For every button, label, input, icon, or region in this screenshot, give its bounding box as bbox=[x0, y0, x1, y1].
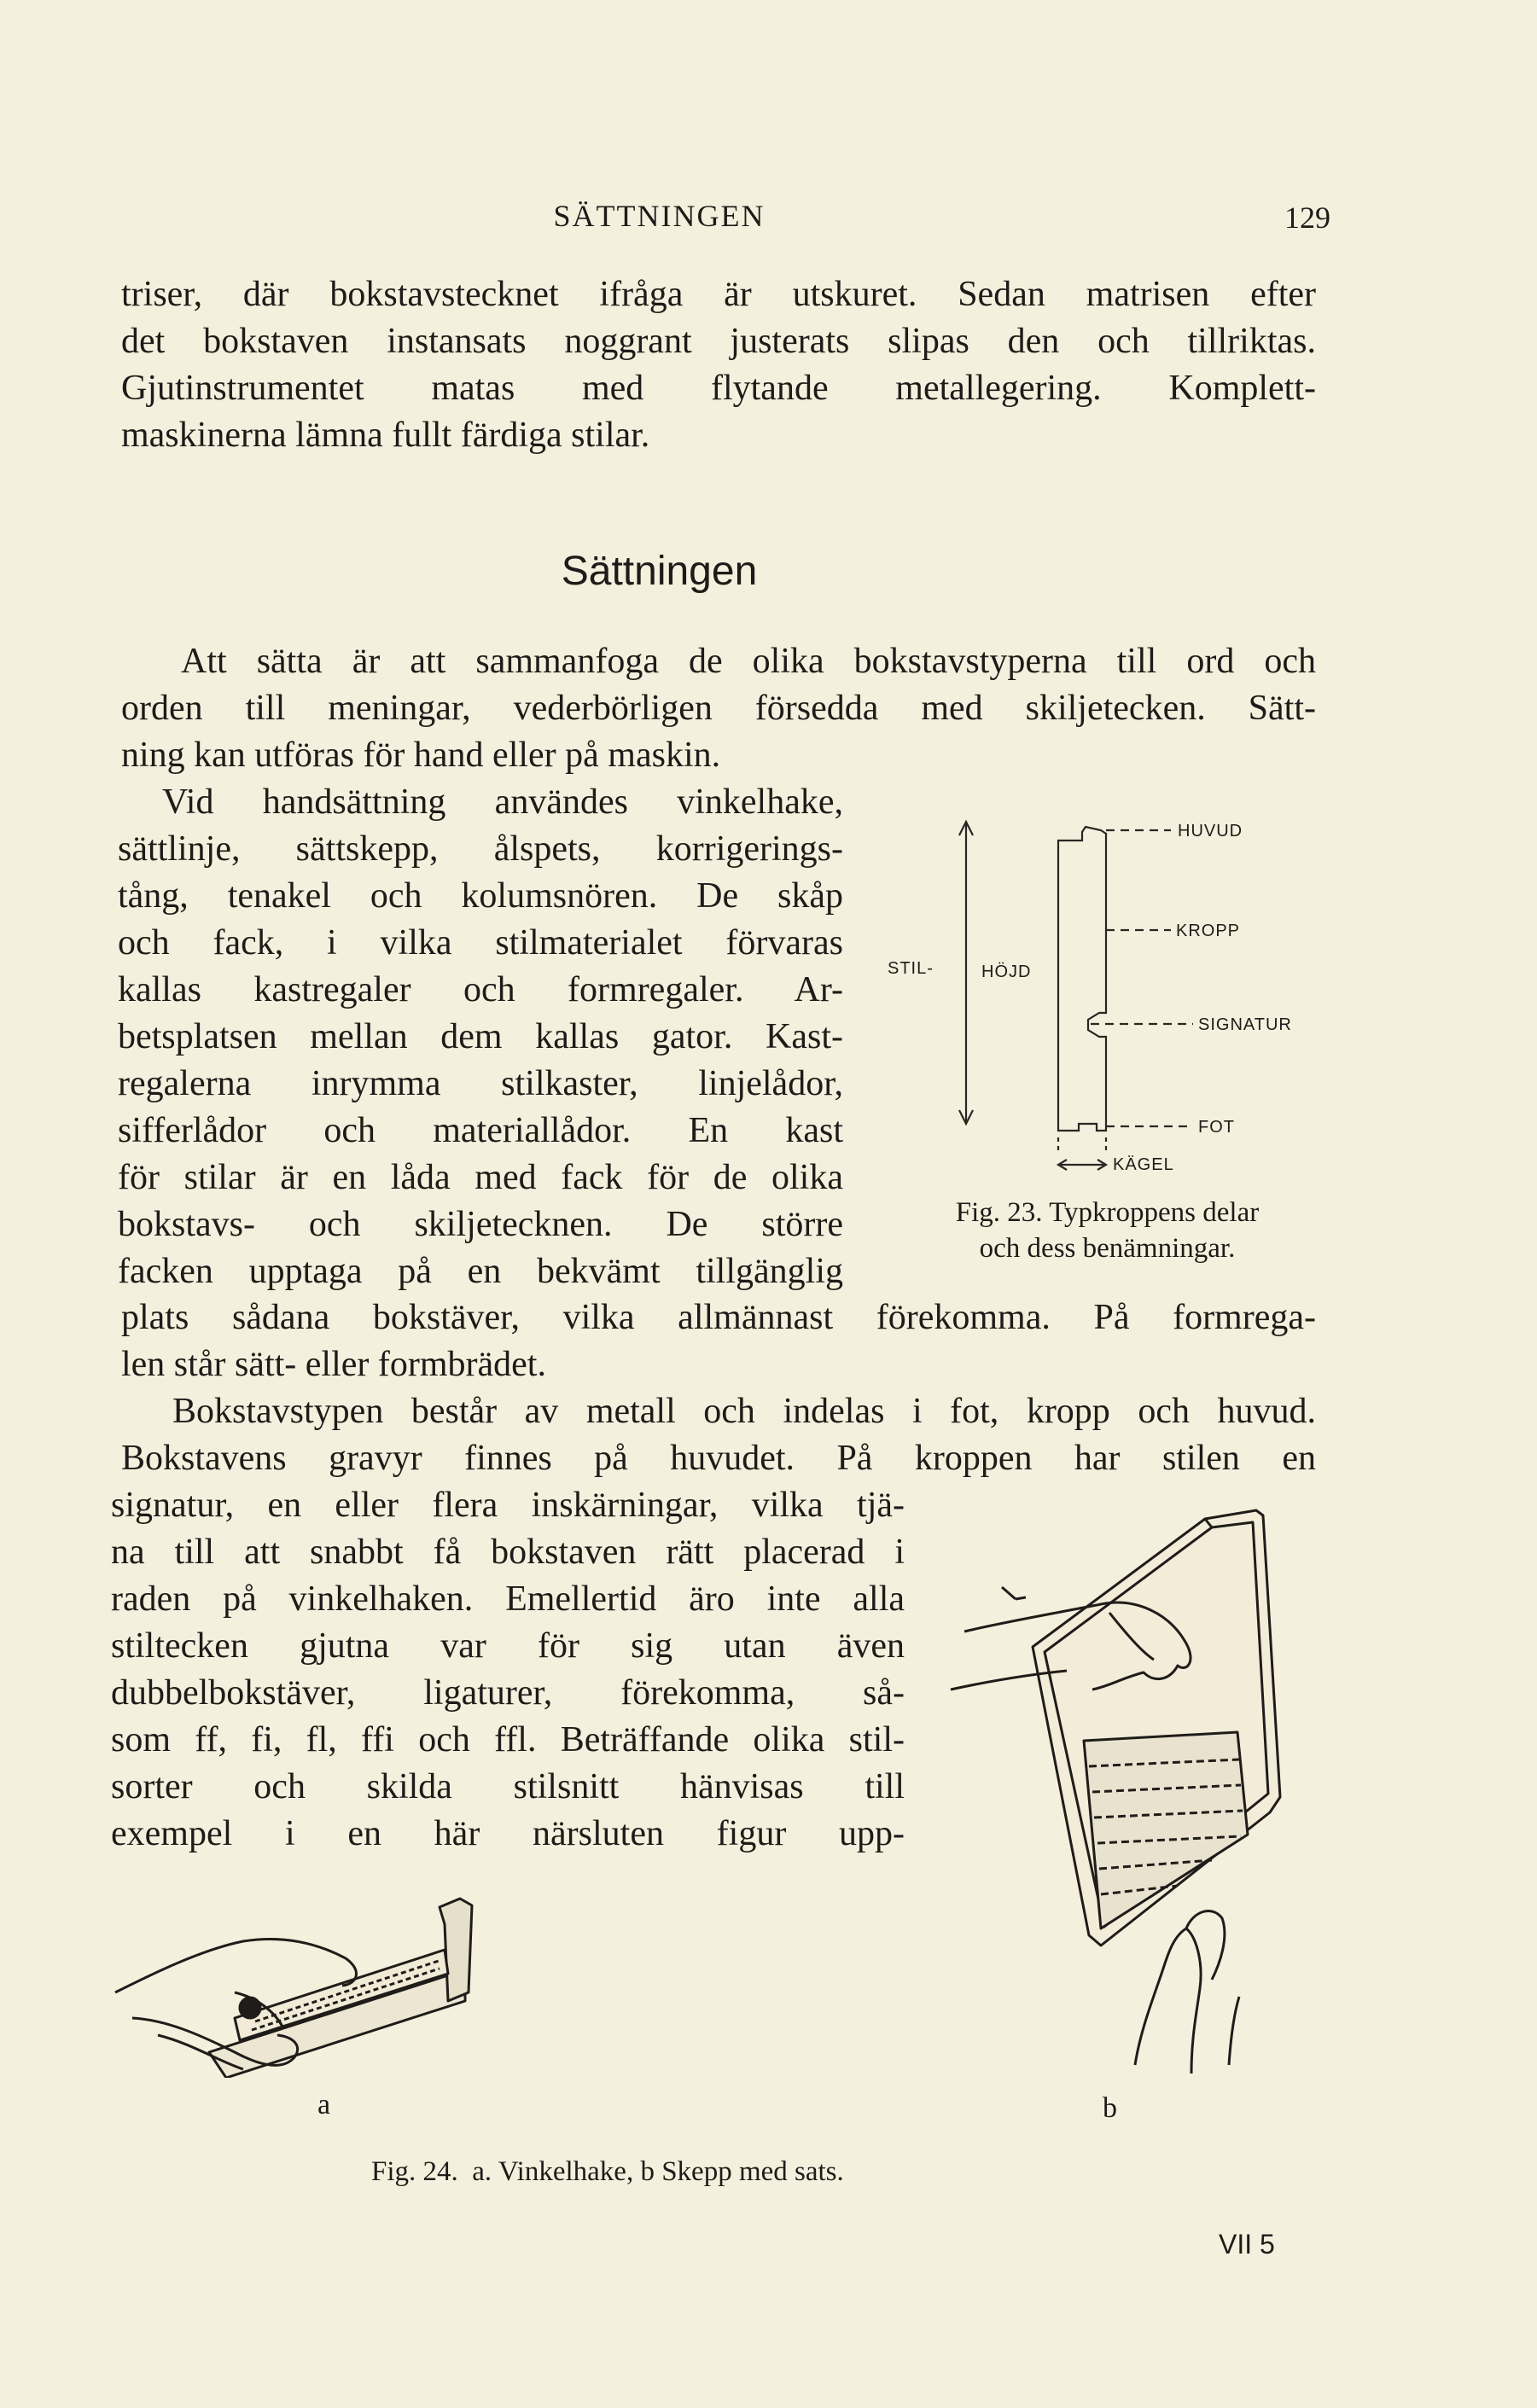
text-line: plats sådana bokstäver, vilka allmännast förekomma. På formrega- bbox=[121, 1298, 1316, 1337]
text-line: för stilar är en låda med fack för de olika bbox=[118, 1158, 843, 1197]
text-line: exempel i en här närsluten figur upp- bbox=[111, 1814, 905, 1853]
text-line: stiltecken gjutna var för sig utan även bbox=[111, 1626, 905, 1666]
label-stil: STIL- bbox=[888, 959, 934, 978]
text-line: ning kan utföras för hand eller på maskin. bbox=[121, 736, 721, 775]
text-line: kallas kastregaler och formregaler. Ar- bbox=[118, 970, 843, 1009]
label-hojd: HÖJD bbox=[981, 963, 1032, 981]
label-fot: FOT bbox=[1198, 1118, 1235, 1137]
fig24-label-a: a bbox=[317, 2089, 331, 2120]
text-line: na till att snabbt få bokstaven rätt placerad i bbox=[111, 1533, 905, 1572]
label-huvud: HUVUD bbox=[1178, 822, 1243, 840]
text-line: Bokstavstypen består av metall och indelas i fot, kropp och huvud. bbox=[172, 1392, 1316, 1431]
galley-illustration bbox=[930, 1485, 1357, 2074]
fig23-caption-line: Fig. 23. Typkroppens delar bbox=[955, 1197, 1260, 1228]
fig23-caption bbox=[883, 1195, 1331, 1266]
paragraph-4-narrow bbox=[111, 1482, 905, 1858]
page-number: 129 bbox=[1284, 201, 1330, 235]
running-title: SÄTTNINGEN bbox=[553, 199, 766, 233]
text-line: orden till meningar, vederbörligen försedda med skiljetecken. Sätt- bbox=[121, 689, 1316, 728]
paragraph-4-full bbox=[121, 1388, 1316, 1482]
text-line: Vid handsättning användes vinkelhake, bbox=[162, 782, 843, 822]
text-line: maskinerna lämna fullt färdiga stilar. bbox=[121, 416, 650, 455]
text-line: raden på vinkelhaken. Emellertid äro inte alla bbox=[111, 1579, 905, 1619]
composing-stick-illustration bbox=[107, 1890, 499, 2078]
paragraph-3-full bbox=[121, 1294, 1316, 1388]
text-line: Gjutinstrumentet matas med flytande metallegering. Komplett- bbox=[121, 369, 1316, 408]
text-line: som ff, fi, fl, ffi och ffl. Beträffande olika stil- bbox=[111, 1720, 905, 1759]
text-line: sorter och skilda stilsnitt hänvisas till bbox=[111, 1767, 905, 1806]
paragraph-1 bbox=[121, 271, 1316, 459]
text-line: sifferlådor och materiallådor. En kast bbox=[118, 1111, 843, 1150]
text-line: bokstavs- och skiljetecknen. De större bbox=[118, 1205, 843, 1244]
text-line: betsplatsen mellan dem kallas gator. Kast- bbox=[118, 1017, 843, 1056]
fig24-label-b: b bbox=[1103, 2092, 1117, 2124]
text-line: facken upptaga på en bekvämt tillgänglig bbox=[118, 1252, 843, 1291]
paragraph-3-narrow bbox=[118, 779, 843, 1295]
label-signatur: SIGNATUR bbox=[1198, 1015, 1292, 1034]
text-line: Bokstavens gravyr finnes på huvudet. På kroppen har stilen en bbox=[121, 1439, 1316, 1478]
section-heading: Sättningen bbox=[561, 549, 758, 594]
type-body-diagram bbox=[870, 806, 1348, 1182]
label-kagel: KÄGEL bbox=[1113, 1155, 1174, 1174]
text-line: tång, tenakel och kolumsnören. De skåp bbox=[118, 876, 843, 916]
paragraph-2 bbox=[121, 638, 1316, 779]
text-line: regalerna inrymma stilkaster, linjelådor, bbox=[118, 1064, 843, 1103]
fig24-caption: Fig. 24. a. Vinkelhake, b Skepp med sats. bbox=[371, 2156, 844, 2187]
fig23-caption-line: och dess benämningar. bbox=[979, 1233, 1236, 1264]
text-line: och fack, i vilka stilmaterialet förvaras bbox=[118, 923, 843, 963]
text-line: len står sätt- eller formbrädet. bbox=[121, 1345, 546, 1384]
label-kropp: KROPP bbox=[1176, 922, 1241, 940]
text-line: triser, där bokstavstecknet ifråga är utskuret. Sedan matrisen efter bbox=[121, 275, 1316, 314]
text-line: sättlinje, sättskepp, ålspets, korrigerings- bbox=[118, 829, 843, 869]
text-line: Att sätta är att sammanfoga de olika bokstavstyperna till ord och bbox=[181, 642, 1316, 681]
signature-mark: VII 5 bbox=[1219, 2229, 1275, 2260]
text-line: signatur, en eller flera inskärningar, vilka tjä- bbox=[111, 1486, 905, 1525]
text-line: det bokstaven instansats noggrant justerats slipas den och tillriktas. bbox=[121, 322, 1316, 361]
text-line: dubbelbokstäver, ligaturer, förekomma, så- bbox=[111, 1673, 905, 1713]
